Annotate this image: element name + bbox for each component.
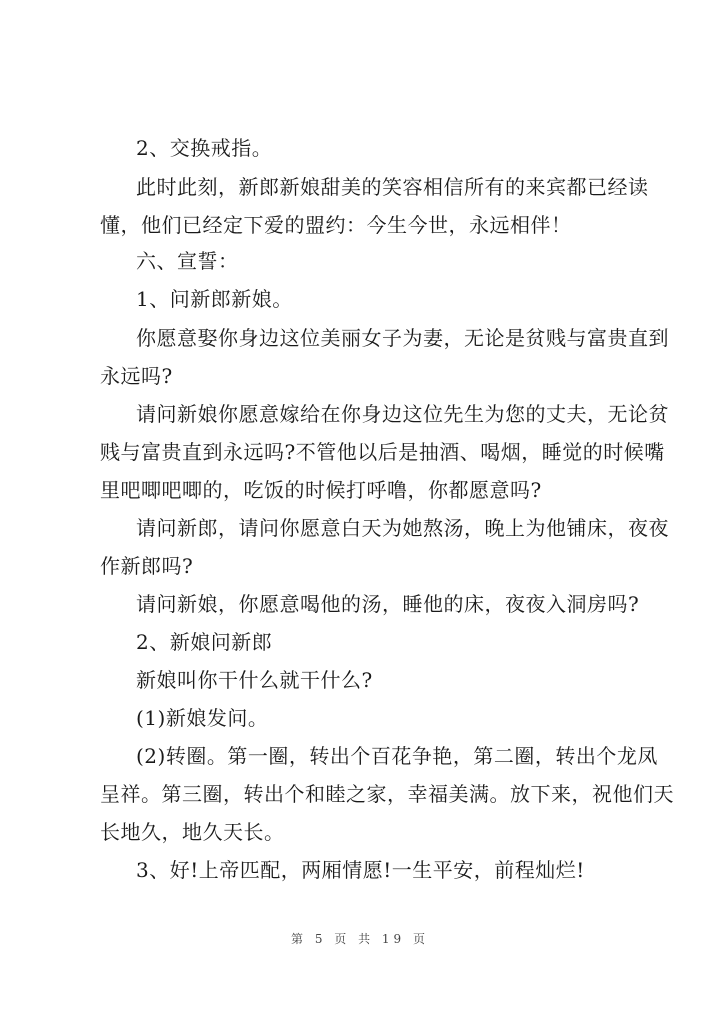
text-line: 2、新娘问新郎 bbox=[136, 630, 273, 654]
text-line: 请问新娘，你愿意喝他的汤，睡他的床，夜夜入洞房吗? bbox=[136, 592, 640, 616]
text-line: 长地久，地久天长。 bbox=[100, 820, 285, 844]
text-line: 里吧唧吧唧的，吃饭的时候打呼噜，你都愿意吗? bbox=[100, 478, 542, 502]
text-line: 呈祥。第三圈，转出个和睦之家，幸福美满。放下来，祝他们天 bbox=[100, 782, 674, 806]
text-line: 1、问新郎新娘。 bbox=[136, 287, 293, 311]
page-number-footer: 第 5 页 共 19 页 bbox=[291, 932, 429, 946]
text-line: 你愿意娶你身边这位美丽女子为妻，无论是贫贱与富贵直到 bbox=[136, 326, 669, 350]
text-line: 懂，他们已经定下爱的盟约：今生今世，永远相伴！ bbox=[100, 213, 572, 237]
text-line: (2)转圈。第一圈，转出个百花争艳，第二圈，转出个龙凤 bbox=[136, 744, 658, 768]
text-line: 作新郎吗? bbox=[100, 554, 194, 578]
text-line: 六、宣誓： bbox=[136, 249, 239, 273]
text-line: 此时此刻，新郎新娘甜美的笑容相信所有的来宾都已经读 bbox=[136, 175, 649, 199]
text-line: 请问新郎，请问你愿意白天为她熬汤，晚上为他铺床，夜夜 bbox=[136, 516, 669, 540]
text-line: 新娘叫你干什么就干什么? bbox=[136, 668, 373, 692]
text-line: (1)新娘发问。 bbox=[136, 706, 269, 730]
text-line: 请问新娘你愿意嫁给在你身边这位先生为您的丈夫，无论贫 bbox=[136, 402, 669, 426]
text-line: 2、交换戒指。 bbox=[136, 136, 273, 160]
text-line: 贱与富贵直到永远吗?不管他以后是抽酒、喝烟，睡觉的时候嘴 bbox=[100, 440, 665, 464]
text-line: 永远吗? bbox=[100, 364, 173, 388]
text-line: 3、好!上帝匹配，两厢情愿!一生平安，前程灿烂! bbox=[136, 858, 585, 882]
